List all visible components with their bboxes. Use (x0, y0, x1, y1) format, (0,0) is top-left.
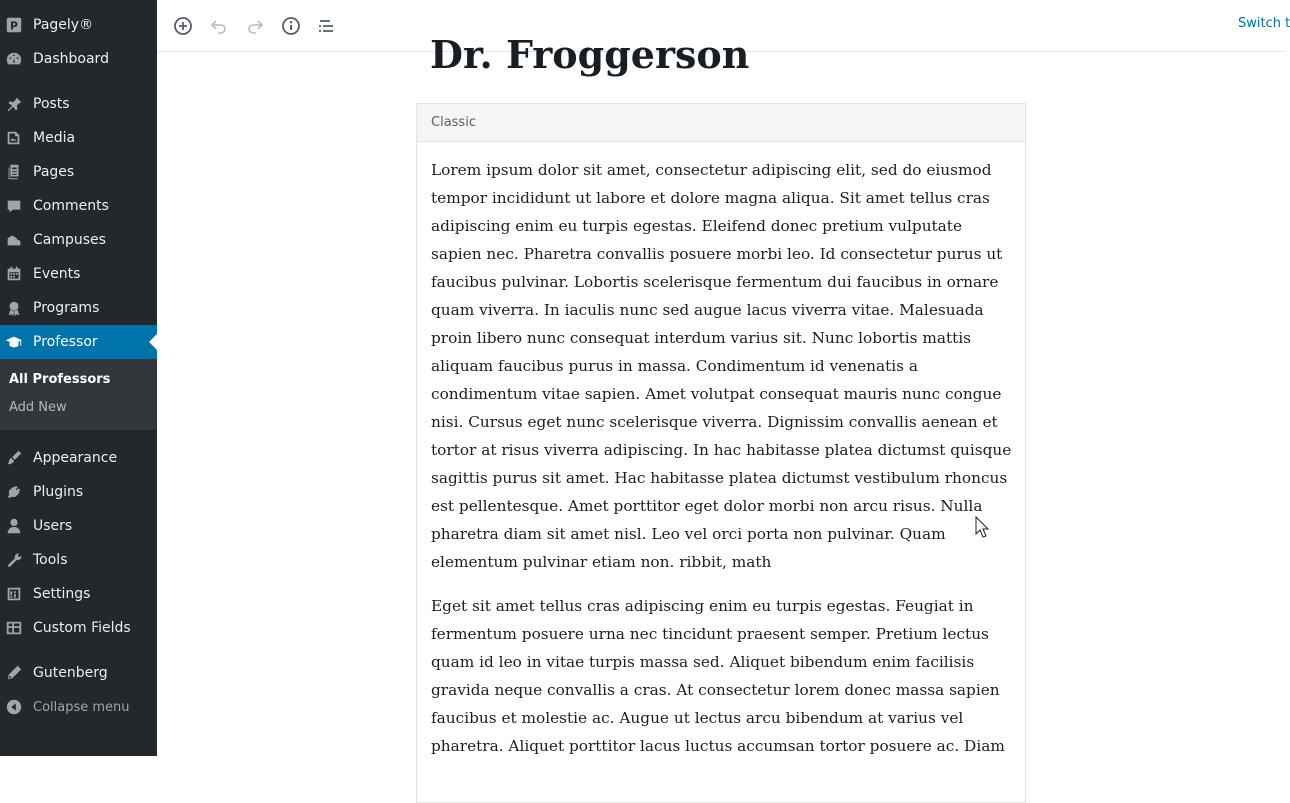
sidebar-item-label: Gutenberg (33, 665, 108, 681)
undo-icon (209, 16, 229, 36)
sidebar-item-dashboard[interactable] (0, 42, 157, 76)
sidebar-item-plugins[interactable] (0, 475, 157, 509)
sidebar-item-label: Media (33, 130, 76, 146)
redo-button[interactable] (241, 12, 269, 40)
sidebar-item-gutenberg[interactable] (0, 656, 157, 690)
sidebar-item-label: Tools (33, 552, 68, 568)
sidebar-item-label: Comments (33, 198, 109, 214)
media-icon (4, 128, 24, 148)
classic-block-content[interactable] (417, 142, 1025, 760)
svg-text:P: P (10, 19, 18, 33)
paragraph[interactable]: Lorem ipsum dolor sit amet, consectetur adipiscing elit, sed do eiusmod tempor incididunt ut labore et dolore magna aliqua. Sit amet tellus cras adipiscing enim eu turpis egestas. Eleifend donec pretium vulputate sapien nec. Pharetra convallis posuere morbi leo. Id consectetur purus ut faucibus pulvinar. Lobortis scelerisque fermentum dui faucibus in ornare quam viverra. In iaculis nunc sed augue lacus viverra vitae. Malesuada proin libero nunc consequat interdum varius sit. Nunc lobortis mattis aliquam faucibus purus in massa. Condimentum id venenatis a condimentum vitae sapien. Amet volutpat consequat mauris nunc congue nisi. Cursus eget nunc scelerisque viverra. Dignissim convallis aenean et tortor at risus viverra adipiscing. In hac habitasse platea dictumst quisque sagittis purus sit amet. Hac habitasse platea dictumst vestibulum rhoncus est pellentesque. Amet porttitor eget dolor morbi non arcu risus. Nulla pharetra diam sit amet nisl. Leo vel orci porta non pulvinar. Quam elementum pulvinar etiam non. ribbit, math (431, 161, 1012, 571)
editor-canvas (157, 32, 1284, 756)
calendar-icon (4, 264, 24, 284)
comments-icon (4, 196, 24, 216)
table-icon (4, 618, 24, 638)
sidebar-item-label: Plugins (33, 484, 84, 500)
dashboard-icon (4, 49, 24, 69)
redo-icon (245, 16, 265, 36)
sidebar-item-label: Programs (33, 300, 100, 316)
sidebar-item-label: Collapse menu (33, 699, 130, 715)
add-block-icon (173, 16, 193, 36)
sidebar-item-tools[interactable] (0, 543, 157, 577)
collapse-menu-button[interactable] (0, 690, 157, 724)
sidebar-item-label: Settings (33, 586, 91, 602)
sidebar-item-media[interactable] (0, 121, 157, 155)
sidebar-item-appearance[interactable] (0, 441, 157, 475)
sidebar-item-label: Campuses (33, 232, 106, 248)
pages-icon (4, 162, 24, 182)
paragraph[interactable]: Eget sit amet tellus cras adipiscing enim eu turpis egestas. Feugiat in fermentum posuere urna nec tincidunt praesent semper. Pretium lectus quam id leo in vitae turpis massa sed. Aliquet bibendum enim facilisis gravida neque convallis a cras. At consectetur lorem donec massa sapien faucibus et molestie ac. Augue ut lectus arcu bibendum at varius vel pharetra. Aliquet porttitor lacus luctus accumsan tortor posuere ac. Diam (431, 597, 1005, 755)
sidebar-item-comments[interactable] (0, 189, 157, 223)
pin-icon (4, 94, 24, 114)
sidebar-item-pages[interactable] (0, 155, 157, 189)
campus-icon (4, 230, 24, 250)
award-icon (4, 298, 24, 318)
graduation-cap-icon (4, 332, 24, 352)
site-name-label: Pagely® (33, 17, 94, 33)
add-block-button[interactable] (169, 12, 197, 40)
sidebar-item-label: Professor (33, 334, 98, 350)
submenu-item-all-professors[interactable]: All Professors (9, 372, 111, 387)
info-icon (281, 16, 301, 36)
sidebar-item-custom-fields[interactable] (0, 611, 157, 645)
settings-icon (4, 584, 24, 604)
pencil-icon (4, 663, 24, 683)
sidebar-item-label: Users (33, 518, 73, 534)
classic-block-label: Classic (417, 104, 1025, 142)
sidebar-item-label: Pages (33, 164, 75, 180)
sidebar-item-label: Custom Fields (33, 620, 131, 636)
sidebar-site-name[interactable] (0, 8, 157, 42)
content-structure-button[interactable] (277, 12, 305, 40)
sidebar-item-settings[interactable] (0, 577, 157, 611)
admin-sidebar (0, 0, 157, 756)
sidebar-item-label: Events (33, 266, 81, 282)
sidebar-item-campuses[interactable] (0, 223, 157, 257)
user-icon (4, 516, 24, 536)
sidebar-item-label: Appearance (33, 450, 118, 466)
collapse-icon (4, 697, 24, 717)
classic-block[interactable] (416, 103, 1026, 803)
professor-submenu (0, 359, 157, 430)
active-menu-arrow (149, 334, 157, 350)
site-logo-icon (4, 15, 24, 35)
block-navigation-button[interactable] (313, 12, 341, 40)
sidebar-item-professor[interactable] (0, 325, 157, 359)
undo-button[interactable] (205, 12, 233, 40)
brush-icon (4, 448, 24, 468)
submenu-item-add-new[interactable]: Add New (9, 400, 67, 415)
plug-icon (4, 482, 24, 502)
sidebar-item-label: Posts (33, 96, 70, 112)
sidebar-item-users[interactable] (0, 509, 157, 543)
sidebar-item-label: Dashboard (33, 51, 109, 67)
switch-editor-link[interactable]: Switch t (1238, 16, 1290, 31)
wrench-icon (4, 550, 24, 570)
block-navigation-icon (317, 16, 337, 36)
sidebar-item-events[interactable] (0, 257, 157, 291)
mouse-pointer-icon (975, 516, 989, 538)
sidebar-item-posts[interactable] (0, 87, 157, 121)
sidebar-item-programs[interactable] (0, 291, 157, 325)
post-title[interactable]: Dr. Froggerson (430, 32, 750, 77)
